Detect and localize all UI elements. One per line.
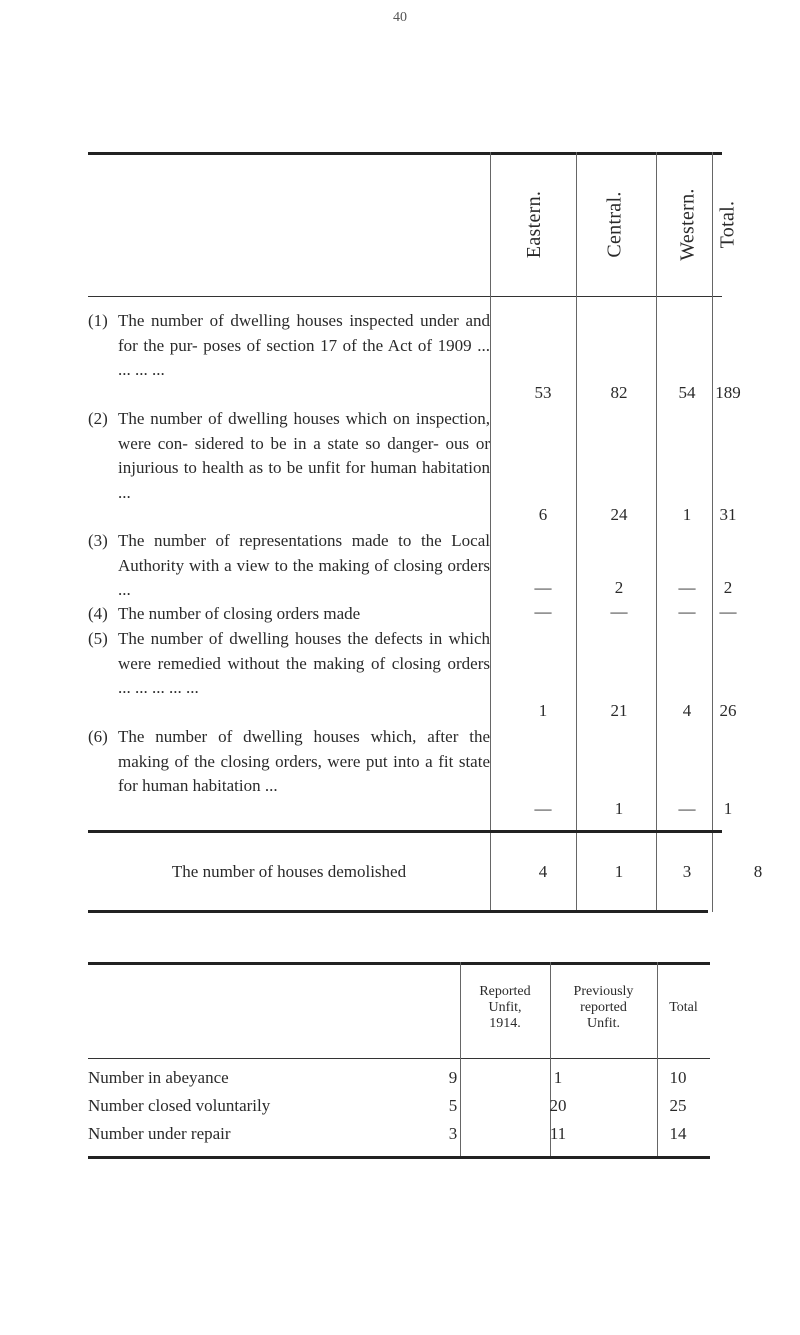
value-western: — [678, 578, 696, 597]
demolished-total: 8 [753, 862, 763, 881]
value-total: 31 [719, 505, 737, 524]
row-label-closed-voluntarily: Number closed voluntarily [88, 1096, 271, 1115]
column-header-central: Central. [603, 191, 626, 258]
value-previously: 20 [549, 1096, 567, 1115]
top-rule [88, 962, 710, 965]
value-reported: 3 [448, 1124, 458, 1143]
header-previously-reported: Previously reported Unfit. [573, 984, 634, 1031]
bottom-rule [88, 910, 708, 913]
demolished-eastern: 4 [538, 862, 548, 881]
demolished-central: 1 [614, 862, 624, 881]
demolished-western: 3 [682, 862, 692, 881]
section-rule [88, 830, 722, 833]
value-eastern: 1 [538, 701, 548, 720]
value-central: 1 [614, 799, 624, 818]
column-header-eastern: Eastern. [523, 190, 546, 259]
header-reported-unfit: Reported Unfit, 1914. [479, 984, 531, 1031]
column-header-total: Total. [716, 200, 739, 249]
value-central: 2 [614, 578, 624, 597]
value-previously: 11 [549, 1124, 567, 1143]
value-previously: 1 [553, 1068, 563, 1087]
value-total: 26 [719, 701, 737, 720]
value-total: 25 [669, 1096, 687, 1115]
row-label-under-repair: Number under repair [88, 1124, 231, 1143]
value-eastern: 53 [534, 383, 552, 402]
value-eastern: 6 [538, 505, 548, 524]
bottom-rule [88, 1156, 710, 1159]
table-row: (4) The number of closing orders made [88, 604, 361, 623]
value-total: 189 [715, 383, 741, 402]
table-row: (6) The number of dwelling houses which, after the making of the closing orders, were put into a fit state for human habitation ... [88, 727, 490, 795]
value-reported: 5 [448, 1096, 458, 1115]
value-central: 24 [610, 505, 628, 524]
value-eastern: — [534, 578, 552, 597]
column-divider [490, 152, 491, 912]
table-row: (5) The number of dwelling houses the defects in which were remedied without the making of closing orders ... ... ... ... ... [88, 629, 490, 697]
value-western: 1 [682, 505, 692, 524]
value-reported: 9 [448, 1068, 458, 1087]
value-central: — [610, 602, 628, 621]
value-western: 54 [678, 383, 696, 402]
value-central: 82 [610, 383, 628, 402]
value-eastern: — [534, 799, 552, 818]
value-western: — [678, 799, 696, 818]
value-total: 10 [669, 1068, 687, 1087]
value-central: 21 [610, 701, 628, 720]
value-total: 1 [723, 799, 733, 818]
value-western: — [678, 602, 696, 621]
header-rule [88, 1058, 710, 1059]
demolished-label: The number of houses demolished [171, 862, 407, 881]
header-total: Total [669, 1000, 698, 1015]
value-total: 2 [723, 578, 733, 597]
value-total: 14 [669, 1124, 687, 1143]
row-label-abeyance: Number in abeyance [88, 1068, 229, 1087]
value-total: — [719, 602, 737, 621]
value-western: 4 [682, 701, 692, 720]
table-row: (1) The number of dwelling houses inspected under and for the pur- poses of section 17 of the Act of 1909 ... ... ... ... [88, 311, 490, 379]
column-divider [656, 152, 657, 912]
column-divider [712, 152, 713, 912]
value-eastern: — [534, 602, 552, 621]
column-divider [576, 152, 577, 912]
closing-orders-table [88, 962, 710, 1162]
column-header-western: Western. [676, 188, 699, 261]
table-row: (2) The number of dwelling houses which on inspection, were con- sidered to be in a state so danger- ous or injurious to health as to be unfit for human habitation ... [88, 409, 490, 502]
page-number: 40 [393, 10, 407, 25]
table-row: (3) The number of representations made to the Local Authority with a view to the making of closing orders ... [88, 531, 490, 599]
